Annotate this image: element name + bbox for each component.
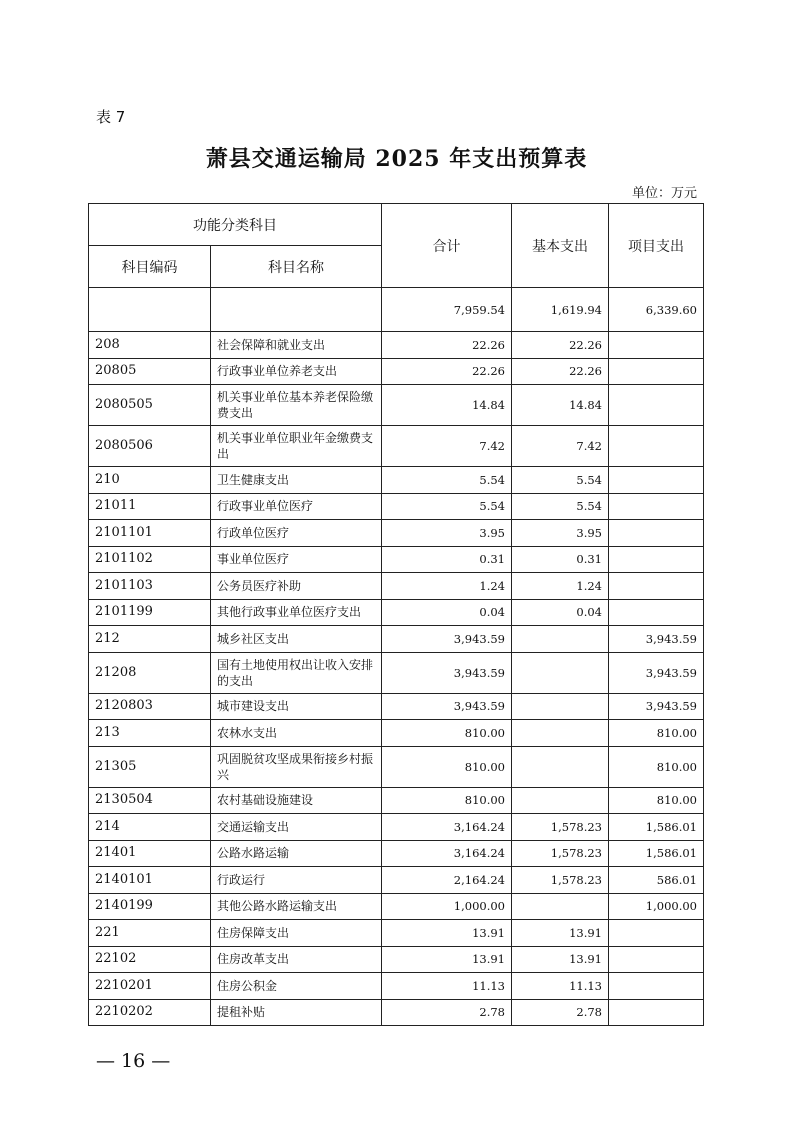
basic-cell: 22.26 <box>512 358 609 385</box>
total-cell: 0.31 <box>382 546 512 573</box>
page-title: 萧县交通运输局 2025 年支出预算表 <box>205 146 588 172</box>
project-cell: 3,943.59 <box>609 693 704 720</box>
code-cell: 2210201 <box>89 973 211 1000</box>
code-cell: 2080505 <box>89 385 211 426</box>
name-cell <box>211 288 382 332</box>
table-row <box>89 720 704 747</box>
project-cell: 3,943.59 <box>609 626 704 653</box>
name-cell: 国有土地使用权出让收入安排的支出 <box>211 652 382 693</box>
basic-cell: 5.54 <box>512 493 609 520</box>
table-body <box>89 288 704 1026</box>
total-cell: 810.00 <box>382 787 512 814</box>
code-cell: 2080506 <box>89 426 211 467</box>
total-row <box>89 288 704 332</box>
name-cell: 住房改革支出 <box>211 946 382 973</box>
basic-cell: 5.54 <box>512 467 609 494</box>
table-row <box>89 746 704 787</box>
total-cell: 1.24 <box>382 573 512 600</box>
total-cell: 3.95 <box>382 520 512 547</box>
basic-cell <box>512 746 609 787</box>
total-cell: 810.00 <box>382 720 512 747</box>
table-row <box>89 467 704 494</box>
total-cell: 3,943.59 <box>382 693 512 720</box>
table-row <box>89 626 704 653</box>
basic-cell <box>512 787 609 814</box>
code-cell: 2120803 <box>89 693 211 720</box>
code-cell: 2130504 <box>89 787 211 814</box>
code-cell: 221 <box>89 920 211 947</box>
header-name: 科目名称 <box>211 246 382 288</box>
project-cell: 6,339.60 <box>609 288 704 332</box>
code-cell: 2101101 <box>89 520 211 547</box>
code-cell: 21401 <box>89 840 211 867</box>
project-cell <box>609 332 704 359</box>
total-cell: 5.54 <box>382 467 512 494</box>
project-cell: 1,586.01 <box>609 814 704 841</box>
project-cell <box>609 999 704 1026</box>
total-cell: 7,959.54 <box>382 288 512 332</box>
table-row <box>89 358 704 385</box>
project-cell <box>609 426 704 467</box>
basic-cell <box>512 693 609 720</box>
total-cell: 3,164.24 <box>382 840 512 867</box>
basic-cell: 13.91 <box>512 946 609 973</box>
project-cell <box>609 573 704 600</box>
code-cell: 2101102 <box>89 546 211 573</box>
name-cell: 城乡社区支出 <box>211 626 382 653</box>
basic-cell: 1,578.23 <box>512 867 609 894</box>
total-cell: 7.42 <box>382 426 512 467</box>
table-row <box>89 814 704 841</box>
project-cell <box>609 973 704 1000</box>
name-cell: 提租补贴 <box>211 999 382 1026</box>
total-cell: 11.13 <box>382 973 512 1000</box>
basic-cell: 22.26 <box>512 332 609 359</box>
header-total: 合计 <box>382 204 512 288</box>
code-cell: 21011 <box>89 493 211 520</box>
table-row <box>89 693 704 720</box>
table-row <box>89 973 704 1000</box>
header-code: 科目编码 <box>89 246 211 288</box>
name-cell: 巩固脱贫攻坚成果衔接乡村振兴 <box>211 746 382 787</box>
code-cell: 21208 <box>89 652 211 693</box>
project-cell <box>609 358 704 385</box>
header-project: 项目支出 <box>609 204 704 288</box>
basic-cell: 14.84 <box>512 385 609 426</box>
name-cell: 住房保障支出 <box>211 920 382 947</box>
code-cell: 214 <box>89 814 211 841</box>
total-cell: 5.54 <box>382 493 512 520</box>
project-cell: 586.01 <box>609 867 704 894</box>
table-row <box>89 840 704 867</box>
table-row <box>89 652 704 693</box>
project-cell <box>609 546 704 573</box>
table-row <box>89 573 704 600</box>
total-cell: 3,164.24 <box>382 814 512 841</box>
table-row <box>89 426 704 467</box>
name-cell: 行政运行 <box>211 867 382 894</box>
page-number: — 16 — <box>96 1050 171 1072</box>
basic-cell <box>512 652 609 693</box>
code-cell: 2101103 <box>89 573 211 600</box>
table-row <box>89 867 704 894</box>
code-cell: 2210202 <box>89 999 211 1026</box>
unit-label: 单位：万元 <box>631 186 697 201</box>
project-cell <box>609 467 704 494</box>
table-row <box>89 385 704 426</box>
basic-cell: 2.78 <box>512 999 609 1026</box>
total-cell: 1,000.00 <box>382 893 512 920</box>
name-cell: 农村基础设施建设 <box>211 787 382 814</box>
name-cell: 行政事业单位医疗 <box>211 493 382 520</box>
basic-cell: 13.91 <box>512 920 609 947</box>
name-cell: 其他行政事业单位医疗支出 <box>211 599 382 626</box>
total-cell: 810.00 <box>382 746 512 787</box>
project-cell <box>609 599 704 626</box>
table-row <box>89 999 704 1026</box>
basic-cell: 7.42 <box>512 426 609 467</box>
basic-cell: 0.31 <box>512 546 609 573</box>
code-cell: 20805 <box>89 358 211 385</box>
total-cell: 3,943.59 <box>382 652 512 693</box>
total-cell: 13.91 <box>382 946 512 973</box>
total-cell: 3,943.59 <box>382 626 512 653</box>
name-cell: 卫生健康支出 <box>211 467 382 494</box>
code-cell: 210 <box>89 467 211 494</box>
basic-cell <box>512 626 609 653</box>
name-cell: 住房公积金 <box>211 973 382 1000</box>
code-cell: 212 <box>89 626 211 653</box>
name-cell: 行政单位医疗 <box>211 520 382 547</box>
name-cell: 城市建设支出 <box>211 693 382 720</box>
header-row-1 <box>89 204 704 246</box>
project-cell: 810.00 <box>609 720 704 747</box>
table-row <box>89 920 704 947</box>
project-cell: 1,000.00 <box>609 893 704 920</box>
code-cell <box>89 288 211 332</box>
code-cell: 21305 <box>89 746 211 787</box>
name-cell: 机关事业单位职业年金缴费支出 <box>211 426 382 467</box>
name-cell: 交通运输支出 <box>211 814 382 841</box>
total-cell: 22.26 <box>382 332 512 359</box>
total-cell: 14.84 <box>382 385 512 426</box>
name-cell: 事业单位医疗 <box>211 546 382 573</box>
project-cell <box>609 385 704 426</box>
table-row <box>89 332 704 359</box>
table-row <box>89 493 704 520</box>
project-cell: 810.00 <box>609 746 704 787</box>
name-cell: 行政事业单位养老支出 <box>211 358 382 385</box>
header-basic: 基本支出 <box>512 204 609 288</box>
name-cell: 机关事业单位基本养老保险缴费支出 <box>211 385 382 426</box>
table-row <box>89 520 704 547</box>
project-cell <box>609 920 704 947</box>
basic-cell <box>512 720 609 747</box>
table-row <box>89 946 704 973</box>
name-cell: 公务员医疗补助 <box>211 573 382 600</box>
table-row <box>89 599 704 626</box>
budget-table <box>88 203 704 1026</box>
project-cell <box>609 493 704 520</box>
name-cell: 农林水支出 <box>211 720 382 747</box>
table-row <box>89 546 704 573</box>
code-cell: 22102 <box>89 946 211 973</box>
name-cell: 社会保障和就业支出 <box>211 332 382 359</box>
basic-cell: 3.95 <box>512 520 609 547</box>
code-cell: 2140199 <box>89 893 211 920</box>
total-cell: 2,164.24 <box>382 867 512 894</box>
basic-cell: 1,578.23 <box>512 840 609 867</box>
project-cell: 1,586.01 <box>609 840 704 867</box>
header-function-category: 功能分类科目 <box>89 204 382 246</box>
code-cell: 2140101 <box>89 867 211 894</box>
basic-cell: 1.24 <box>512 573 609 600</box>
code-cell: 2101199 <box>89 599 211 626</box>
project-cell: 810.00 <box>609 787 704 814</box>
total-cell: 22.26 <box>382 358 512 385</box>
total-cell: 0.04 <box>382 599 512 626</box>
code-cell: 208 <box>89 332 211 359</box>
basic-cell: 1,578.23 <box>512 814 609 841</box>
basic-cell <box>512 893 609 920</box>
basic-cell: 0.04 <box>512 599 609 626</box>
basic-cell: 1,619.94 <box>512 288 609 332</box>
total-cell: 2.78 <box>382 999 512 1026</box>
table-row <box>89 893 704 920</box>
project-cell <box>609 520 704 547</box>
total-cell: 13.91 <box>382 920 512 947</box>
code-cell: 213 <box>89 720 211 747</box>
table-label: 表 7 <box>96 108 126 126</box>
table-row <box>89 787 704 814</box>
name-cell: 公路水路运输 <box>211 840 382 867</box>
project-cell <box>609 946 704 973</box>
name-cell: 其他公路水路运输支出 <box>211 893 382 920</box>
project-cell: 3,943.59 <box>609 652 704 693</box>
basic-cell: 11.13 <box>512 973 609 1000</box>
